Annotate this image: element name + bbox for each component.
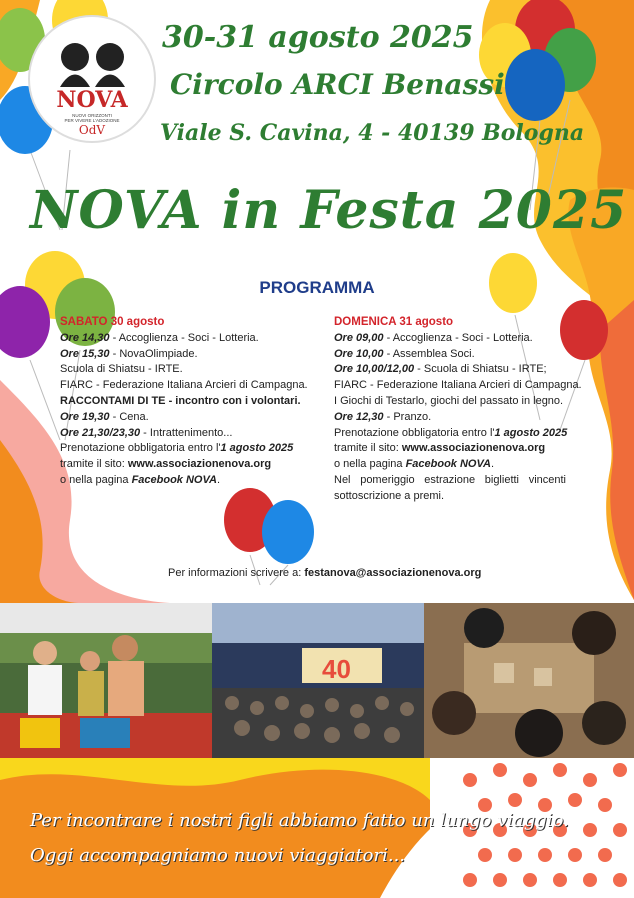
sun-line: Ore 12,30 - Pranzo. [334, 410, 432, 423]
sun-line: Ore 09,00 - Accoglienza - Soci - Lotteria. [334, 331, 533, 344]
website-link[interactable]: www.associazionenova.org [401, 442, 546, 455]
saturday-heading: SABATO 30 agosto [60, 316, 165, 328]
sun-line: Nel pomeriggio estrazione biglietti vincenti sottoscrizione a premi. [334, 473, 566, 502]
saturday-column [60, 315, 320, 489]
logo-odv: OdV [78, 123, 106, 137]
event-address: Viale S. Cavina, 4 - 40139 Bologna [160, 120, 585, 146]
sun-line: Ore 10,00 - Assemblea Soci. [334, 347, 475, 360]
sun-line: o nella pagina Facebook NOVA. [334, 458, 494, 471]
sat-line: Ore 19,30 - Cena. [60, 410, 149, 423]
contact-email-link[interactable]: festanova@associazionenova.org [304, 567, 482, 579]
sat-line: Ore 15,30 - NovaOlimpiade. [60, 347, 198, 360]
quote-line-1: Per incontrare i nostri figli abbiamo fatto un lungo viaggio. [30, 810, 569, 831]
sat-line: RACCONTAMI DI TE - incontro con i volontari. [60, 394, 301, 407]
sunday-column [334, 315, 582, 505]
sat-line: Prenotazione obbligatoria entro l'1 agosto 2025 [60, 442, 294, 455]
sun-line: I Giochi di Testarlo, giochi del passato in legno. [334, 394, 564, 407]
sat-line: Ore 21,30/23,30 - Intrattenimento... [60, 426, 233, 439]
sun-line: tramite il sito: www.associazionenova.org [334, 442, 546, 455]
website-link[interactable]: www.associazionenova.org [127, 458, 272, 471]
photo-anniversary-number: 40 [322, 654, 351, 684]
sat-line: o nella pagina Facebook NOVA. [60, 473, 220, 486]
sat-line: Ore 14,30 - Accoglienza - Soci - Lotteria. [60, 331, 259, 344]
sunday-heading: DOMENICA 31 agosto [334, 316, 454, 328]
sun-line: FIARC - Federazione Italiana Arcieri di Campagna. [334, 379, 582, 392]
photo-volunteers [0, 603, 212, 758]
facebook-link[interactable]: Facebook NOVA [131, 473, 217, 486]
sun-line: Ore 10,00/12,00 - Scuola di Shiatsu - IRTE; [334, 363, 547, 376]
bg-bottom-orange [0, 770, 430, 898]
program-heading: PROGRAMMA [259, 278, 375, 297]
event-date: 30-31 agosto 2025 [162, 20, 474, 55]
photo-assembly [212, 603, 424, 758]
logo-tagline: NUOVI ORIZZONTI PER VIVERE L'ADOZIONE [64, 113, 120, 123]
contact-info: Per informazioni scrivere a: festanova@associazionenova.org [168, 567, 482, 579]
sun-line: Prenotazione obbligatoria entro l'1 agosto 2025 [334, 426, 568, 439]
nova-logo [28, 15, 156, 143]
event-venue: Circolo ARCI Benassi [170, 68, 505, 101]
event-title: NOVA in Festa 2025 [30, 180, 628, 241]
logo-name: NOVA [56, 87, 128, 113]
quote-line-2: Oggi accompagniamo nuovi viaggiatori... [30, 845, 406, 866]
facebook-link[interactable]: Facebook NOVA [405, 458, 491, 471]
photo-children-games [424, 603, 634, 758]
sat-line: Scuola di Shiatsu - IRTE. [60, 363, 183, 376]
sat-line: tramite il sito: www.associazionenova.org [60, 458, 272, 471]
sat-line: FIARC - Federazione Italiana Arcieri di Campagna. [60, 379, 308, 392]
